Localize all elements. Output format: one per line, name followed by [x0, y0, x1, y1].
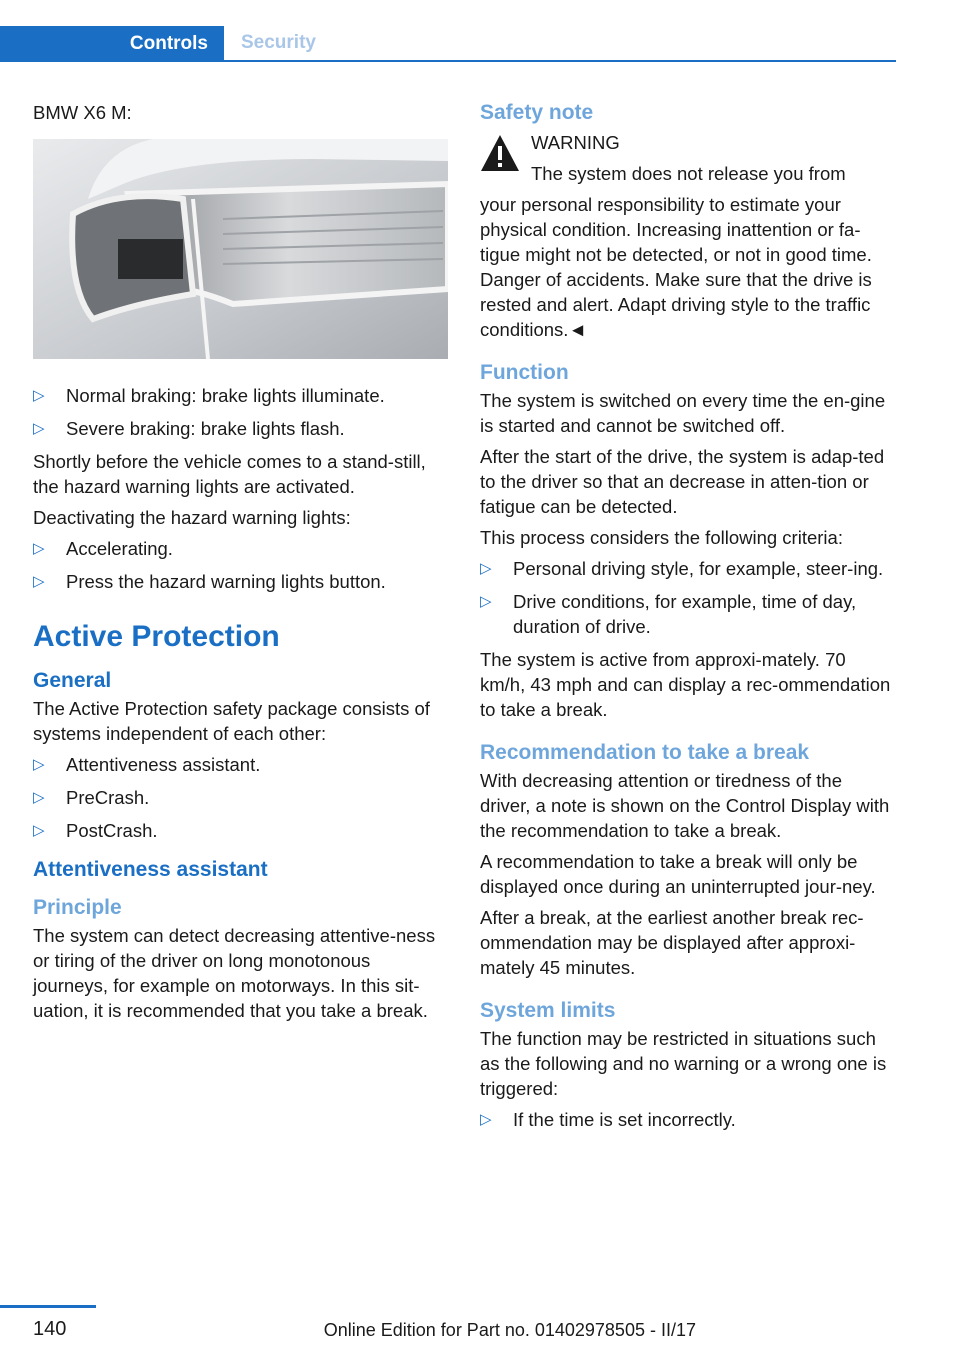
- paragraph-standstill: Shortly before the vehicle comes to a stand‐still, the hazard warning lights are activated.: [33, 451, 426, 497]
- tail-light-image: [33, 139, 448, 359]
- heading-principle: Principle: [33, 896, 122, 919]
- paragraph-deactivating: Deactivating the hazard warning lights:: [33, 507, 351, 528]
- paragraph-function-1: The system is switched on every time the en‐gine is started and cannot be switched off.: [480, 390, 886, 436]
- paragraph-general: The Active Protection safety package consists of systems independent of each other:: [33, 698, 430, 744]
- left-column: [33, 100, 448, 1029]
- list-item: ▷ Personal driving style, for example, steer‐ing.: [480, 558, 884, 579]
- right-column: [480, 100, 896, 1140]
- bullet-arrow-icon: ▷: [33, 540, 45, 557]
- heading-attentiveness-assistant: Attentiveness assistant: [33, 858, 268, 881]
- bullet-arrow-icon: ▷: [33, 420, 45, 437]
- list-item: ▷ If the time is set incorrectly.: [480, 1109, 736, 1130]
- heading-recommendation: Recommendation to take a break: [480, 741, 810, 764]
- list-item: ▷ Drive conditions, for example, time of day, duration of drive.: [480, 591, 857, 637]
- paragraph-recommendation-1: With decreasing attention or tiredness of the driver, a note is shown on the Control Display with the recommendation to take a break.: [480, 770, 890, 841]
- heading-function: Function: [480, 361, 569, 384]
- bullet-arrow-icon: ▷: [33, 789, 45, 806]
- warning-text-first-line: The system does not release you from: [531, 163, 846, 184]
- paragraph-recommendation-2: A recommendation to take a break will only be displayed once during an uninterrupted jour‐ney.: [480, 851, 876, 897]
- list-item: ▷ Severe braking: brake lights flash.: [33, 418, 345, 439]
- paragraph-function-4: The system is active from approxi‐mately. 70 km/h, 43 mph and can display a rec‐ommendation to take a break.: [480, 649, 891, 720]
- heading-system-limits: System limits: [480, 999, 616, 1022]
- bullet-arrow-icon: ▷: [480, 560, 492, 577]
- warning-title: WARNING: [531, 132, 620, 153]
- footer-rule: [0, 1305, 96, 1308]
- tab-security[interactable]: Security: [224, 26, 896, 62]
- figure-caption: BMW X6 M:: [33, 102, 132, 123]
- list-item: ▷ Attentiveness assistant.: [33, 754, 261, 775]
- footer-edition: Online Edition for Part no. 01402978505 - II/17: [323, 1320, 696, 1340]
- list-item: ▷ PreCrash.: [33, 787, 150, 808]
- warning-triangle-icon: [480, 134, 520, 172]
- page-number: 140: [33, 1318, 67, 1340]
- bullet-arrow-icon: ▷: [33, 822, 45, 839]
- warning-box: [480, 130, 896, 186]
- warning-text: your personal responsibility to estimate your physical condition. Increasing inattention or fa‐tigue might not be detected, or not in good time. Danger of accidents. Make sure that the drive is rested and alert. Adapt driving style to the traffic conditions.◄: [480, 194, 872, 340]
- heading-active-protection: Active Protection: [33, 620, 280, 653]
- list-item: ▷ Press the hazard warning lights button.: [33, 571, 386, 592]
- list-item: ▷ Normal braking: brake lights illuminate.: [33, 385, 385, 406]
- bullet-arrow-icon: ▷: [480, 1111, 492, 1128]
- bullet-arrow-icon: ▷: [33, 573, 45, 590]
- paragraph-principle: The system can detect decreasing attentive‐ness or tiring of the driver on long monotonous journeys, for example on motorways. In this sit‐uation, it is recommended that you take a break.: [33, 925, 436, 1021]
- tail-light-illustration: [33, 139, 448, 359]
- paragraph-function-2: After the start of the drive, the system is adap‐ted to the driver so that an decrease in atten‐tion or fatigue can be detected.: [480, 446, 885, 517]
- tab-controls[interactable]: Controls: [0, 26, 224, 62]
- heading-general: General: [33, 669, 112, 692]
- paragraph-function-3: This process considers the following criteria:: [480, 527, 843, 548]
- bullet-arrow-icon: ▷: [33, 387, 45, 404]
- list-item: ▷ PostCrash.: [33, 820, 158, 841]
- heading-safety-note: Safety note: [480, 101, 594, 124]
- bullet-arrow-icon: ▷: [480, 593, 492, 610]
- header-tabs: [0, 0, 960, 62]
- paragraph-recommendation-3: After a break, at the earliest another break rec‐ommendation may be displayed after approxi‐mately 45 minutes.: [480, 907, 864, 978]
- bullet-arrow-icon: ▷: [33, 756, 45, 773]
- paragraph-limits: The function may be restricted in situations such as the following and no warning or a wrong one is triggered:: [480, 1028, 887, 1099]
- list-item: ▷ Accelerating.: [33, 538, 173, 559]
